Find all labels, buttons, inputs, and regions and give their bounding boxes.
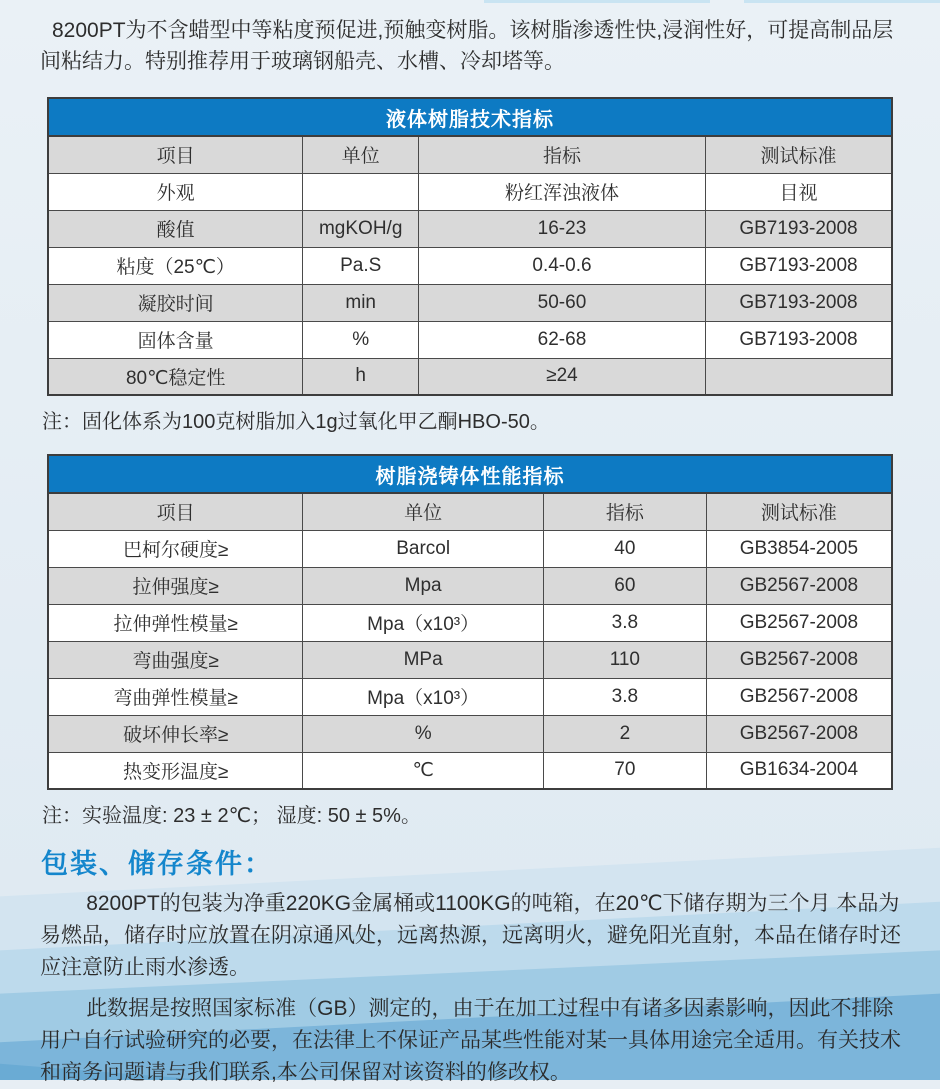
disclaimer-paragraph: 此数据是按照国家标准（GB）测定的，由于在加工过程中有诸多因素影响，因此不排除用户自行试验研究的必要，在法律上不保证产品某些性能对某一具体用途完全适用。有关技术和商务问题请与我们联系,本公司保留对该资料的修改权。 [40, 997, 901, 1084]
table-cell: GB2567-2008 [706, 641, 892, 678]
column-header: 项目 [48, 493, 303, 530]
table-cell: GB7193-2008 [705, 321, 892, 358]
table-cell: 固体含量 [48, 321, 303, 358]
storage-section-heading: 包装、储存条件： [41, 849, 273, 879]
table-title: 树脂浇铸体性能指标 [48, 455, 892, 493]
table-cell: 3.8 [543, 678, 706, 715]
table-row [48, 210, 892, 247]
table-cell: % [303, 321, 419, 358]
table-cell: GB7193-2008 [705, 284, 892, 321]
column-header: 项目 [48, 136, 303, 173]
table-row [48, 173, 892, 210]
table-cell: GB2567-2008 [706, 604, 892, 641]
table-cell: 酸值 [48, 210, 303, 247]
table-cell: 3.8 [543, 604, 706, 641]
table-cell: GB7193-2008 [705, 210, 892, 247]
column-header: 测试标准 [705, 136, 892, 173]
table-cell: 粘度（25℃） [48, 247, 303, 284]
table-cell: GB3854-2005 [706, 530, 892, 567]
table-row [48, 678, 892, 715]
table-cell: 目视 [705, 173, 892, 210]
table-cell: GB2567-2008 [706, 678, 892, 715]
table-cell: 粉红浑浊液体 [419, 173, 706, 210]
table-cell: GB2567-2008 [706, 715, 892, 752]
table-cell: % [303, 715, 544, 752]
column-header: 单位 [303, 136, 419, 173]
table-title-row [48, 455, 892, 493]
table-title-row [48, 98, 892, 136]
table-row [48, 604, 892, 641]
table-cell: 破坏伸长率≥ [48, 715, 303, 752]
table-cell: 拉伸弹性模量≥ [48, 604, 303, 641]
table-cell: 弯曲弹性模量≥ [48, 678, 303, 715]
table-cell: 0.4-0.6 [419, 247, 706, 284]
liquid-resin-spec-table [47, 97, 893, 396]
table-row [48, 752, 892, 789]
test-conditions-note: 注：实验温度: 23 ± 2℃； 湿度: 50 ± 5%。 [42, 805, 421, 827]
table-cell: 110 [543, 641, 706, 678]
packaging-storage-paragraph: 8200PT的包装为净重220KG金属桶或1100KG的吨箱，在20℃下储存期为三个月 本品为易燃品，储存时应放置在阴凉通风处，远离热源，远离明火，避免阳光直射，本品在储存时还应注意防止雨水渗透。 [40, 892, 901, 979]
table-cell [303, 173, 419, 210]
table-row [48, 247, 892, 284]
table-cell: GB2567-2008 [706, 567, 892, 604]
table-cell: Mpa（x10³） [303, 678, 544, 715]
table-cell: 80℃稳定性 [48, 358, 303, 395]
table-header-row [48, 136, 892, 173]
table-cell: ≥24 [419, 358, 706, 395]
table-row [48, 715, 892, 752]
table-row [48, 567, 892, 604]
table-cell: 62-68 [419, 321, 706, 358]
table-cell: 60 [543, 567, 706, 604]
table-header-row [48, 493, 892, 530]
table-row [48, 284, 892, 321]
table-cell: Pa.S [303, 247, 419, 284]
table-cell: 40 [543, 530, 706, 567]
column-header: 单位 [303, 493, 544, 530]
table-cell: 16-23 [419, 210, 706, 247]
table-cell: 弯曲强度≥ [48, 641, 303, 678]
casting-performance-table [47, 454, 893, 790]
table-cell: 外观 [48, 173, 303, 210]
table-row [48, 641, 892, 678]
table-cell: 凝胶时间 [48, 284, 303, 321]
table-cell: min [303, 284, 419, 321]
table-title: 液体树脂技术指标 [48, 98, 892, 136]
table-cell: Mpa（x10³） [303, 604, 544, 641]
column-header: 指标 [419, 136, 706, 173]
table-cell: GB1634-2004 [706, 752, 892, 789]
table-cell: h [303, 358, 419, 395]
table-cell [705, 358, 892, 395]
table-cell: ℃ [303, 752, 544, 789]
column-header: 测试标准 [706, 493, 892, 530]
table-cell: 2 [543, 715, 706, 752]
table-cell: 巴柯尔硬度≥ [48, 530, 303, 567]
table-row [48, 530, 892, 567]
table-cell: MPa [303, 641, 544, 678]
table-cell: GB7193-2008 [705, 247, 892, 284]
table-cell: 50-60 [419, 284, 706, 321]
table-row [48, 321, 892, 358]
table-row [48, 358, 892, 395]
curing-system-note: 注：固化体系为100克树脂加入1g过氧化甲乙酮HBO-50。 [42, 411, 550, 433]
product-intro-paragraph: 8200PT为不含蜡型中等粘度预促进,预触变树脂。该树脂渗透性快,浸润性好，可提高制品层间粘结力。特别推荐用于玻璃钢船壳、水槽、冷却塔等。 [40, 19, 894, 73]
column-header: 指标 [543, 493, 706, 530]
table-cell: 70 [543, 752, 706, 789]
table-cell: 拉伸强度≥ [48, 567, 303, 604]
table-cell: mgKOH/g [303, 210, 419, 247]
table-cell: Mpa [303, 567, 544, 604]
table-cell: 热变形温度≥ [48, 752, 303, 789]
table-cell: Barcol [303, 530, 544, 567]
